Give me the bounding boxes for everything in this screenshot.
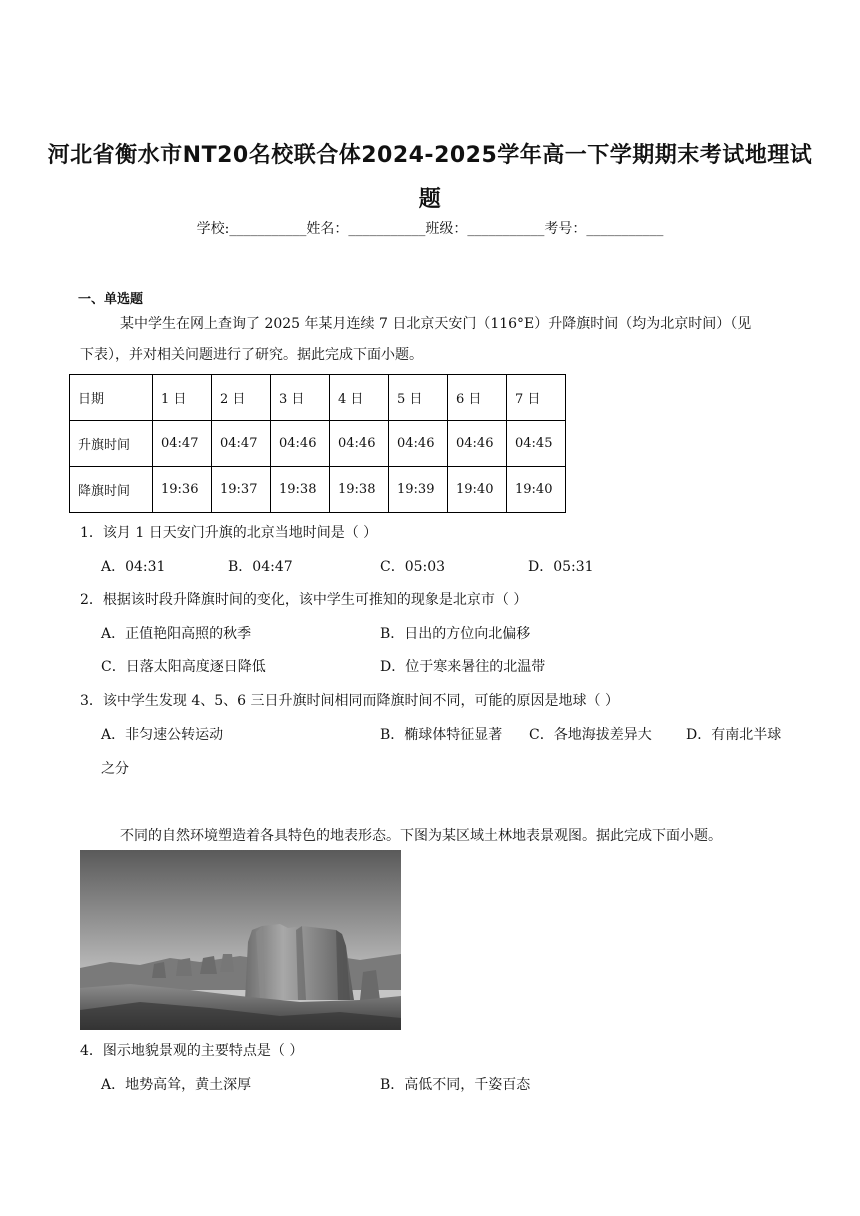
table-cell: 7 日	[507, 375, 566, 421]
table-cell: 降旗时间	[70, 467, 153, 513]
question-2-stem: 2．根据该时段升降旗时间的变化，该中学生可推知的现象是北京市（ ）	[80, 592, 528, 608]
q3-option-d[interactable]: D．有南北半球	[686, 727, 782, 743]
intro-line-1: 某中学生在网上查询了 2025 年某月连续 7 日北京天安门（116°E）升降旗时间（均为北京时间）（见	[120, 316, 752, 332]
q4-option-a[interactable]: A．地势高耸，黄土深厚	[101, 1077, 252, 1093]
table-cell: 04:47	[153, 421, 212, 467]
table-cell: 2 日	[212, 375, 271, 421]
q3-option-b[interactable]: B．椭球体特征显著	[380, 727, 503, 743]
table-cell: 19:36	[153, 467, 212, 513]
student-info-line: 学校:___________姓名：___________班级：___________考号：___________	[196, 221, 664, 237]
table-cell: 19:37	[212, 467, 271, 513]
q1-option-b[interactable]: B．04:47	[228, 559, 293, 575]
table-cell: 04:46	[330, 421, 389, 467]
doc-title-line1: 河北省衡水市NT20名校联合体2024-2025学年高一下学期期末考试地理试	[47, 143, 813, 168]
section-heading: 一、单选题	[78, 292, 144, 307]
table-cell: 04:46	[271, 421, 330, 467]
q2-option-c[interactable]: C．日落太阳高度逐日降低	[101, 659, 266, 675]
table-cell: 19:40	[507, 467, 566, 513]
earth-forest-photo-image	[80, 850, 401, 1030]
table-row	[70, 467, 566, 513]
earth-forest-photo	[80, 850, 401, 1030]
q2-option-d[interactable]: D．位于寒来暑往的北温带	[380, 659, 546, 675]
table-header-row	[70, 375, 566, 421]
table-cell: 5 日	[389, 375, 448, 421]
table-cell: 04:47	[212, 421, 271, 467]
table-cell: 04:46	[448, 421, 507, 467]
table-cell: 19:40	[448, 467, 507, 513]
intro-line-2: 下表），并对相关问题进行了研究。据此完成下面小题。	[80, 347, 423, 363]
q3-option-d-continued: 之分	[101, 761, 129, 777]
q1-option-c[interactable]: C．05:03	[380, 559, 446, 575]
q3-option-a[interactable]: A．非匀速公转运动	[101, 727, 224, 743]
intro-paragraph-1	[80, 310, 788, 338]
q2-option-b[interactable]: B．日出的方位向北偏移	[380, 626, 531, 642]
q1-option-a[interactable]: A．04:31	[101, 559, 166, 575]
table-cell: 升旗时间	[70, 421, 153, 467]
table-cell: 19:39	[389, 467, 448, 513]
doc-title-line2: 题	[418, 187, 442, 212]
question-3-stem: 3．该中学生发现 4、5、6 三日升旗时间相同而降旗时间不同，可能的原因是地球（ ）	[80, 693, 619, 709]
q2-option-a[interactable]: A．正值艳阳高照的秋季	[101, 626, 252, 642]
table-cell: 1 日	[153, 375, 212, 421]
table-cell: 4 日	[330, 375, 389, 421]
intro-paragraph-2: 不同的自然环境塑造着各具特色的地表形态。下图为某区域土林地表景观图。据此完成下面小题。	[120, 828, 722, 844]
q3-option-c[interactable]: C．各地海拔差异大	[529, 727, 652, 743]
table-cell: 04:45	[507, 421, 566, 467]
question-4-stem: 4．图示地貌景观的主要特点是（ ）	[80, 1043, 304, 1059]
flag-time-table	[69, 374, 566, 513]
q1-option-d[interactable]: D．05:31	[528, 559, 594, 575]
table-row	[70, 421, 566, 467]
question-1-stem: 1．该月 1 日天安门升旗的北京当地时间是（ ）	[80, 525, 378, 541]
table-cell: 19:38	[271, 467, 330, 513]
table-cell: 04:46	[389, 421, 448, 467]
q4-option-b[interactable]: B．高低不同，千姿百态	[380, 1077, 531, 1093]
table-cell: 3 日	[271, 375, 330, 421]
table-cell: 日期	[70, 375, 153, 421]
table-cell: 19:38	[330, 467, 389, 513]
table-cell: 6 日	[448, 375, 507, 421]
